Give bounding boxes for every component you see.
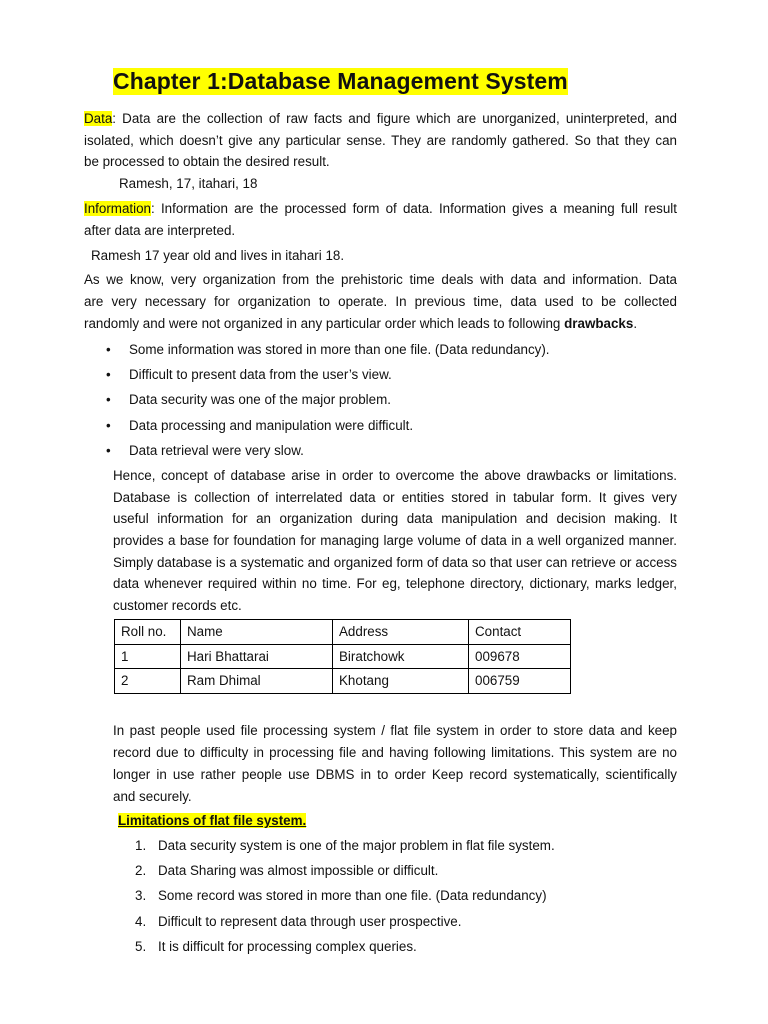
info-def-line-1 bbox=[84, 198, 677, 220]
db-line-4: provides a base for foundation for managing large volume of data in a well organized manner. bbox=[113, 533, 677, 548]
bullet-icon: • bbox=[106, 392, 111, 408]
list-item bbox=[135, 911, 555, 936]
list-item bbox=[135, 936, 555, 961]
db-line-5: Simply database is a systematic and organized form of data so that user can retrieve or access bbox=[113, 555, 677, 570]
list-item bbox=[106, 339, 550, 364]
drawbacks-list bbox=[106, 339, 550, 465]
bullet-icon: • bbox=[106, 442, 111, 458]
list-item-text: Data security system is one of the major problem in flat file system. bbox=[158, 838, 555, 853]
list-item bbox=[135, 860, 555, 885]
table-cell: 1 bbox=[115, 644, 181, 669]
info-def-line-2: after data are interpreted. bbox=[84, 223, 236, 238]
db-line-6: data whenever required within no time. For eg, telephone directory, dictionary, marks ledger, bbox=[113, 576, 677, 591]
student-table bbox=[114, 619, 571, 694]
page-title: Chapter 1:Database Management System bbox=[113, 68, 568, 94]
list-number: 2. bbox=[135, 863, 147, 879]
list-item-text: Some information was stored in more than one file. (Data redundancy). bbox=[129, 342, 550, 357]
data-term: Data bbox=[84, 111, 113, 126]
limitations-heading bbox=[118, 810, 306, 832]
table-header-row bbox=[115, 620, 571, 645]
data-def-line-2: isolated, which doesn’t give any particular sense. They are randomly gathered. So that they can bbox=[84, 133, 677, 148]
ff-line-2: record due to difficulty in processing file and having following limitations. This system are no bbox=[113, 745, 677, 760]
table-cell: Ram Dhimal bbox=[181, 669, 333, 694]
db-line-7: customer records etc. bbox=[113, 598, 242, 613]
table-header-cell: Name bbox=[181, 620, 333, 645]
intro-end-punct: . bbox=[633, 316, 638, 331]
information-example: Ramesh 17 year old and lives in itahari 18. bbox=[91, 248, 345, 263]
list-item-text: Difficult to present data from the user’s view. bbox=[129, 367, 392, 383]
data-example: Ramesh, 17, itahari, 18 bbox=[119, 176, 258, 191]
list-item-text: Some record was stored in more than one file. (Data redundancy) bbox=[158, 888, 547, 904]
table-cell: 006759 bbox=[469, 669, 571, 694]
list-item-text: Data Sharing was almost impossible or difficult. bbox=[158, 863, 439, 879]
table-cell: Biratchowk bbox=[333, 644, 469, 669]
intro-line-3 bbox=[84, 313, 637, 335]
db-line-1: Hence, concept of database arise in order to overcome the above drawbacks or limitations. bbox=[113, 468, 677, 483]
table-header-cell: Roll no. bbox=[115, 620, 181, 645]
table-cell: Khotang bbox=[333, 669, 469, 694]
list-item-text: Data processing and manipulation were difficult. bbox=[129, 417, 414, 433]
list-item-text: Data retrieval were very slow. bbox=[129, 442, 304, 458]
data-def-line-1 bbox=[84, 108, 677, 130]
intro-line-3-text: randomly and were not organized in any particular order which leads to following bbox=[84, 316, 565, 331]
table-row bbox=[115, 644, 571, 669]
list-number: 4. bbox=[135, 913, 147, 929]
db-line-2: Database is collection of interrelated data or entities stored in tabular form. It gives very bbox=[113, 490, 677, 505]
bullet-icon: • bbox=[106, 417, 111, 433]
table-header-cell: Contact bbox=[469, 620, 571, 645]
table-cell: 009678 bbox=[469, 644, 571, 669]
limitations-list bbox=[135, 835, 555, 961]
ff-line-4: and securely. bbox=[113, 789, 192, 804]
data-def-line-3: be processed to obtain the desired result. bbox=[84, 154, 330, 169]
data-def-text-1: : Data are the collection of raw facts and figure which are unorganized, uninterpreted, and bbox=[112, 111, 677, 126]
limitations-heading-text: Limitations of flat file system. bbox=[118, 813, 307, 828]
list-item bbox=[135, 885, 555, 910]
db-line-3: useful information for an organization during data manipulation and decision making. It bbox=[113, 511, 677, 526]
bullet-icon: • bbox=[106, 342, 111, 357]
list-number: 3. bbox=[135, 888, 147, 904]
ff-line-1: In past people used file processing system / flat file system in order to store data and keep bbox=[113, 723, 677, 738]
intro-line-2: are very necessary for organization to operate. In previous time, data used to be collected bbox=[84, 294, 677, 309]
list-item bbox=[106, 415, 550, 440]
intro-line-1: As we know, very organization from the prehistoric time deals with data and information. Data bbox=[84, 272, 677, 287]
table-cell: 2 bbox=[115, 669, 181, 694]
list-number: 5. bbox=[135, 938, 147, 954]
list-item bbox=[106, 389, 550, 414]
list-item-text: Data security was one of the major problem. bbox=[129, 392, 391, 408]
information-term: Information bbox=[84, 201, 151, 216]
list-item bbox=[106, 440, 550, 465]
list-item-text: It is difficult for processing complex queries. bbox=[158, 938, 417, 954]
list-number: 1. bbox=[135, 838, 147, 853]
table-cell: Hari Bhattarai bbox=[181, 644, 333, 669]
table-row bbox=[115, 669, 571, 694]
list-item-text: Difficult to represent data through user prospective. bbox=[158, 913, 462, 929]
table-header-cell: Address bbox=[333, 620, 469, 645]
ff-line-3: longer in use rather people use DBMS in to order Keep record systematically, scientifically bbox=[113, 767, 677, 782]
drawbacks-term: drawbacks bbox=[564, 316, 634, 331]
bullet-icon: • bbox=[106, 367, 111, 383]
list-item bbox=[106, 364, 550, 389]
info-def-text-1: : Information are the processed form of data. Information gives a meaning full result bbox=[151, 201, 677, 216]
list-item bbox=[135, 835, 555, 860]
